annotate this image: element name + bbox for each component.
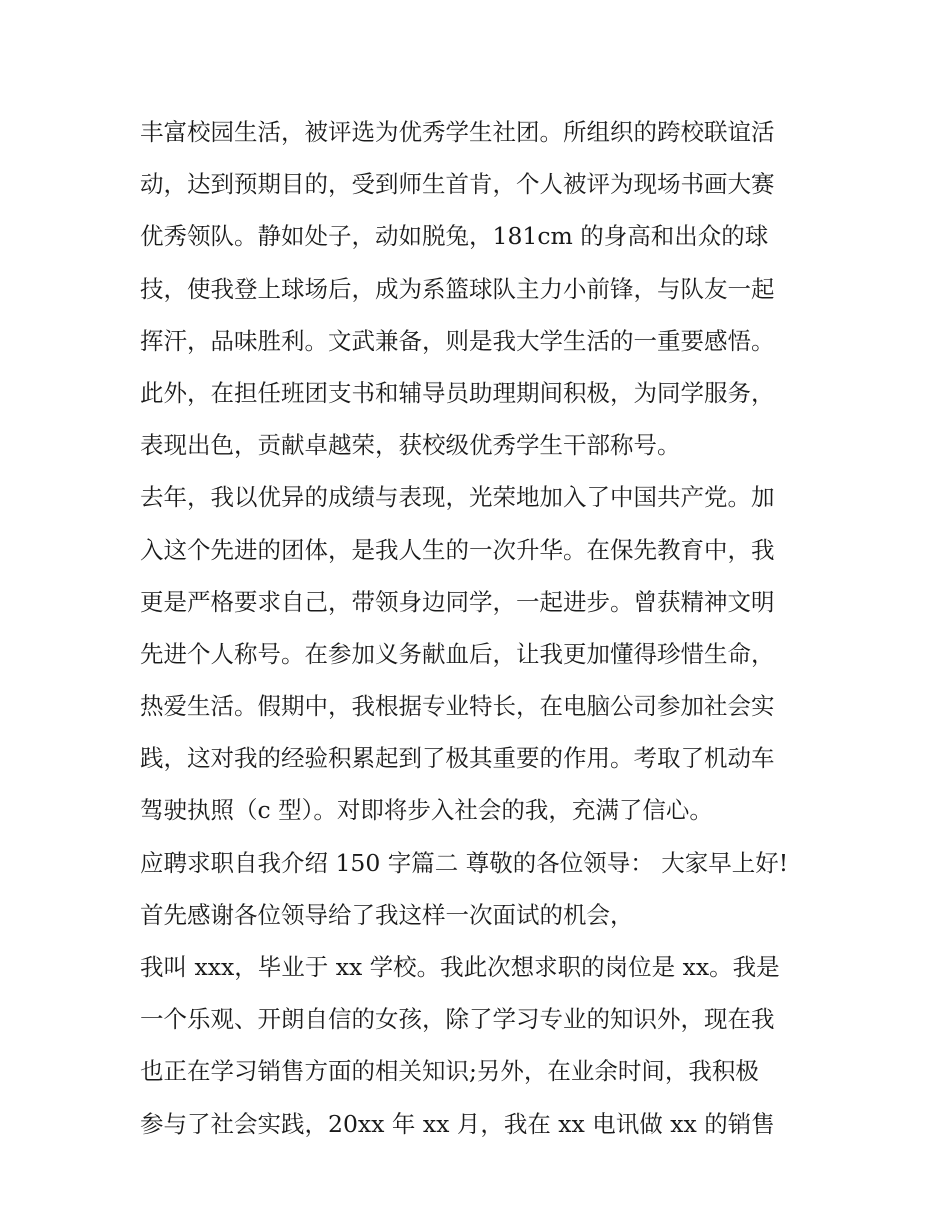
text-line-19: 也正在学习销售方面的相关知识;另外，在业余时间，我积极 [140,1057,759,1086]
text-line-20: 参与了社会实践，20xx 年 xx 月，我在 xx 电讯做 xx 的销售 [140,1109,775,1138]
text-line-16: 首先感谢各位领导给了我这样一次面试的机会， [140,900,634,929]
text-line-2: 动，达到预期目的，受到师生首肯，个人被评为现场书画大赛 [140,170,775,199]
text-line-15: 应聘求职自我介绍 150 字篇二 尊敬的各位领导： 大家早上好! [140,848,789,877]
text-line-7: 表现出色，贡献卓越荣，获校级优秀学生干部称号。 [140,431,681,460]
text-line-9: 入这个先进的团体，是我人生的一次升华。在保先教育中，我 [140,535,775,564]
text-line-1: 丰富校园生活，被评选为优秀学生社团。所组织的跨校联谊活 [140,118,775,146]
text-line-17: 我叫 xxx，毕业于 xx 学校。我此次想求职的岗位是 xx。我是 [140,953,780,981]
body-text [140,106,820,1150]
text-line-13: 践，这对我的经验积累起到了极其重要的作用。考取了机动车 [140,744,775,773]
text-line-14: 驾驶执照（c 型）。对即将步入社会的我，充满了信心。 [140,796,713,825]
text-line-12: 热爱生活。假期中，我根据专业特长，在电脑公司参加社会实 [140,692,775,721]
text-line-6: 此外，在担任班团支书和辅导员助理期间积极，为同学服务， [140,378,775,407]
text-line-4: 技，使我登上球场后，成为系篮球队主力小前锋，与队友一起 [140,274,775,303]
text-line-3: 优秀领队。静如处子，动如脱兔，181cm 的身高和出众的球 [140,222,769,251]
text-line-8: 去年，我以优异的成绩与表现，光荣地加入了中国共产党。加 [140,483,775,512]
text-line-5: 挥汗，品味胜利。文武兼备，则是我大学生活的一重要感悟。 [140,326,775,355]
text-line-11: 先进个人称号。在参加义务献血后，让我更加懂得珍惜生命， [140,639,775,668]
text-line-18: 一个乐观、开朗自信的女孩，除了学习专业的知识外，现在我 [140,1005,775,1034]
text-line-10: 更是严格要求自己，带领身边同学，一起进步。曾获精神文明 [140,587,775,616]
